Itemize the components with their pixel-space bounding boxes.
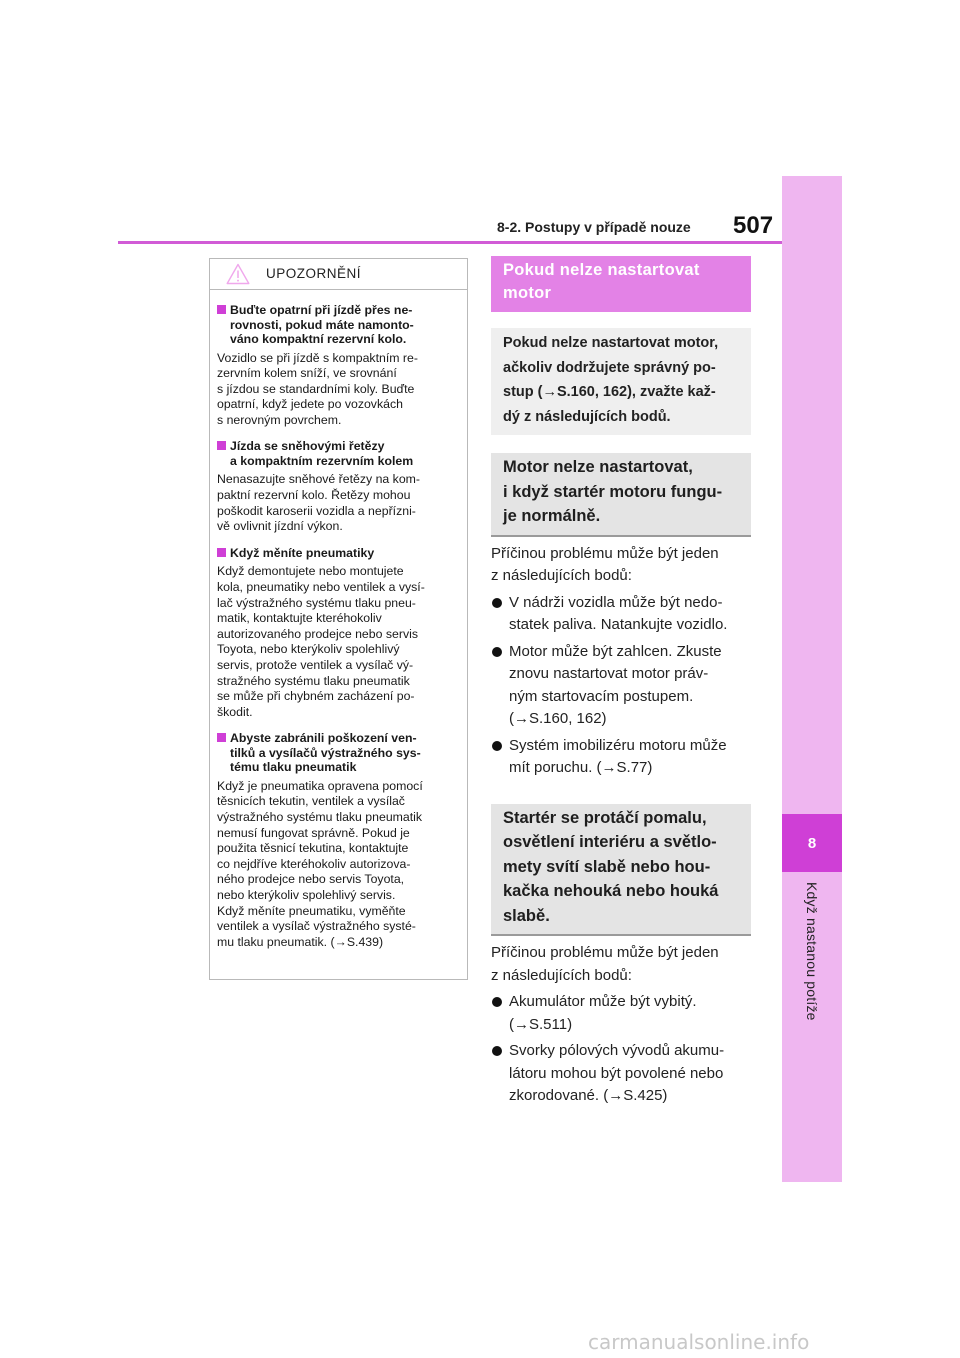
bullet-item: Motor může být zahlcen. Zkuste znovu nastartovat motor práv- ným startovacím postupem. (→S.160, 162) <box>491 641 751 731</box>
square-bullet-icon <box>217 441 226 450</box>
chapter-label: Když nastanou potíže <box>804 882 820 1021</box>
main-column <box>491 256 751 1108</box>
warning-box <box>209 258 468 980</box>
bullet-list <box>491 592 751 780</box>
subsection-title: Startér se protáčí pomalu, osvětlení interiéru a světlo- mety svítí slabě nebo hou- kačka nehouká nebo houká slabě. <box>491 804 751 937</box>
intro-box: Pokud nelze nastartovat motor, ačkoliv dodržujete správný po- stup (→S.160, 162), zvažte kaž- dý z následujících bodů. <box>491 328 751 435</box>
bullet-item: Akumulátor může být vybitý. (→S.511) <box>491 991 751 1036</box>
chapter-number: 8 <box>782 814 842 872</box>
subsections <box>491 453 751 1108</box>
warning-item-heading: Jízda se sněhovými řetězy a kompaktním rezervním kolem <box>217 439 456 468</box>
header-rule <box>118 241 782 244</box>
warning-body <box>210 290 467 950</box>
warning-item-heading: Když měníte pneumatiky <box>217 546 456 561</box>
square-bullet-icon <box>217 548 226 557</box>
header-section-title: 8-2. Postupy v případě nouze <box>497 219 691 235</box>
bullet-item: Svorky pólových vývodů akumu- látoru mohou být povolené nebo zkorodované. (→S.425) <box>491 1040 751 1108</box>
bullet-item: V nádrži vozidla může být nedo- statek paliva. Natankujte vozidlo. <box>491 592 751 637</box>
warning-triangle-icon <box>226 263 250 285</box>
warning-item-text: Když je pneumatika opravena pomocí těsnicích tekutin, ventilek a vysílač výstražného systému tlaku pneumatik nemusí fungovat správně. Pokud je použita těsnicí tekutina, kontaktujte co nejdříve kteréhokoliv autorizova- ného prodejce nebo servis Toyota, nebo kterýkoliv spolehlivý servis. Když měníte pneumatiku, vyměňte ventilek a vysílač výstražného systé- mu tlaku pneumatik. (→S.439) <box>217 778 423 949</box>
subsection-lead: Příčinou problému může být jeden z následujících bodů: <box>491 944 719 984</box>
footer-watermark: carmanualsonline.info <box>588 1330 810 1354</box>
warning-item-heading: Buďte opatrní při jízdě přes ne- rovnosti, pokud máte namonto- váno kompaktní rezervní kolo. <box>217 303 456 347</box>
square-bullet-icon <box>217 733 226 742</box>
section-title: Pokud nelze nastartovat motor <box>491 256 751 312</box>
warning-item-heading: Abyste zabránili poškození ven- tilků a vysílačů výstražného sys- tému tlaku pneumatik <box>217 731 456 775</box>
bullet-item: Systém imobilizéru motoru může mít poruchu. (→S.77) <box>491 735 751 780</box>
warning-title: UPOZORNĚNÍ <box>266 266 362 281</box>
warning-item-text: Nenasazujte sněhové řetězy na kom- paktní rezervní kolo. Řetězy mohou poškodit karoserii vozidla a nepřízni- vě ovlivnit jízdní výkon. <box>217 472 421 534</box>
warning-item-text: Když demontujete nebo montujete kola, pneumatiky nebo ventilek a vysí- lač výstražného systému tlaku pneu- matik, kontaktujte kteréhokoliv autorizovaného prodejce nebo servis Toyota, nebo kterýkoliv spolehlivý servis, protože ventilek a vysílač vý- stražného systému tlaku pneumatik se může při chybném zacházení po- škodit. <box>217 564 425 719</box>
square-bullet-icon <box>217 305 226 314</box>
warning-header <box>210 259 467 290</box>
warning-item-text: Vozidlo se při jízdě s kompaktním re- zervním kolem sníží, ve srovnání s jízdou se standardními koly. Buďte opatrní, když jedete po vozovkách s nerovným povrchem. <box>217 350 418 427</box>
subsection-title: Motor nelze nastartovat, i když startér motoru fungu- je normálně. <box>491 453 751 537</box>
page-number: 507 <box>733 212 774 239</box>
bullet-list <box>491 991 751 1108</box>
subsection-lead: Příčinou problému může být jeden z následujících bodů: <box>491 544 719 584</box>
